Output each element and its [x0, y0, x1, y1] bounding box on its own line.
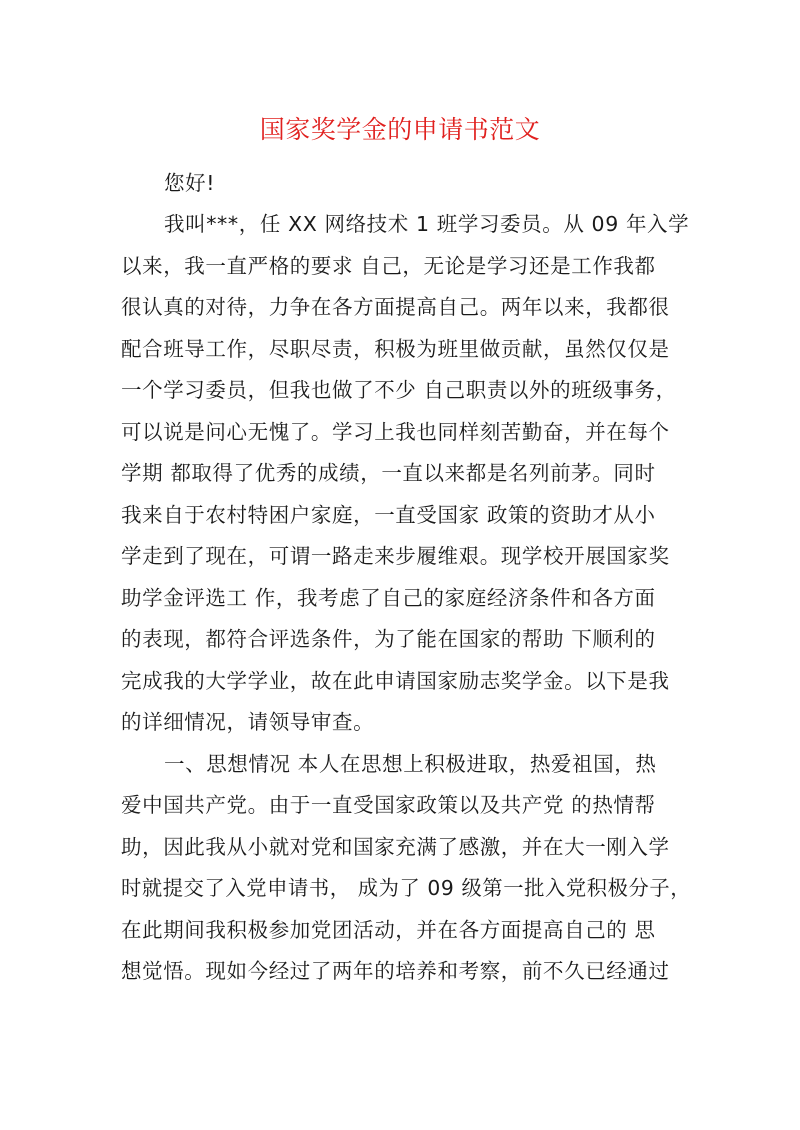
paragraph-line: 想觉悟。现如今经过了两年的培养和考察，前不久已经通过: [121, 959, 670, 983]
paragraph-line: 我来自于农村特困户家庭，一直受国家 政策的资助才从小: [121, 503, 656, 527]
paragraph-line: 助，因此我从小就对党和国家充满了感激，并在大一刚入学: [121, 835, 670, 859]
paragraph-line: 很认真的对待，力争在各方面提高自己。两年以来，我都很: [121, 295, 670, 319]
paragraph-line: 时就提交了入党申请书， 成为了 09 级第一批入党积极分子，: [121, 876, 692, 900]
paragraph-line: 可以说是问心无愧了。学习上我也同样刻苦勤奋，并在每个: [121, 420, 670, 444]
paragraph-line: 配合班导工作，尽职尽责，积极为班里做贡献，虽然仅仅是: [121, 337, 670, 361]
paragraph-line: 学期 都取得了优秀的成绩，一直以来都是名列前茅。同时: [121, 461, 656, 485]
document-title: 国家奖学金的申请书范文: [259, 115, 541, 144]
paragraph-line: 学走到了现在，可谓一路走来步履维艰。现学校开展国家奖: [121, 544, 670, 568]
paragraph-line: 我叫***，任 XX 网络技术 1 班学习委员。从 09 年入学: [164, 212, 690, 236]
paragraph-line: 以来，我一直严格的要求 自己，无论是学习还是工作我都: [121, 254, 656, 278]
paragraph-line: 爱中国共产党。由于一直受国家政策以及共产党 的热情帮: [121, 793, 656, 817]
paragraph-line: 助学金评选工 作，我考虑了自己的家庭经济条件和各方面: [121, 586, 656, 610]
paragraph-line: 完成我的大学学业，故在此申请国家励志奖学金。以下是我: [121, 669, 670, 693]
paragraph-line: 的详细情况，请领导审查。: [121, 710, 375, 734]
paragraph-line: 在此期间我积极参加党团活动，并在各方面提高自己的 思: [121, 918, 656, 942]
paragraph-line: 一个学习委员，但我也做了不少 自己职责以外的班级事务，: [121, 378, 677, 402]
section-heading-line: 一、思想情况 本人在思想上积极进取，热爱祖国，热: [164, 752, 657, 776]
greeting-line: 您好!: [164, 171, 216, 195]
paragraph-line: 的表现，都符合评选条件，为了能在国家的帮助 下顺利的: [121, 627, 656, 651]
